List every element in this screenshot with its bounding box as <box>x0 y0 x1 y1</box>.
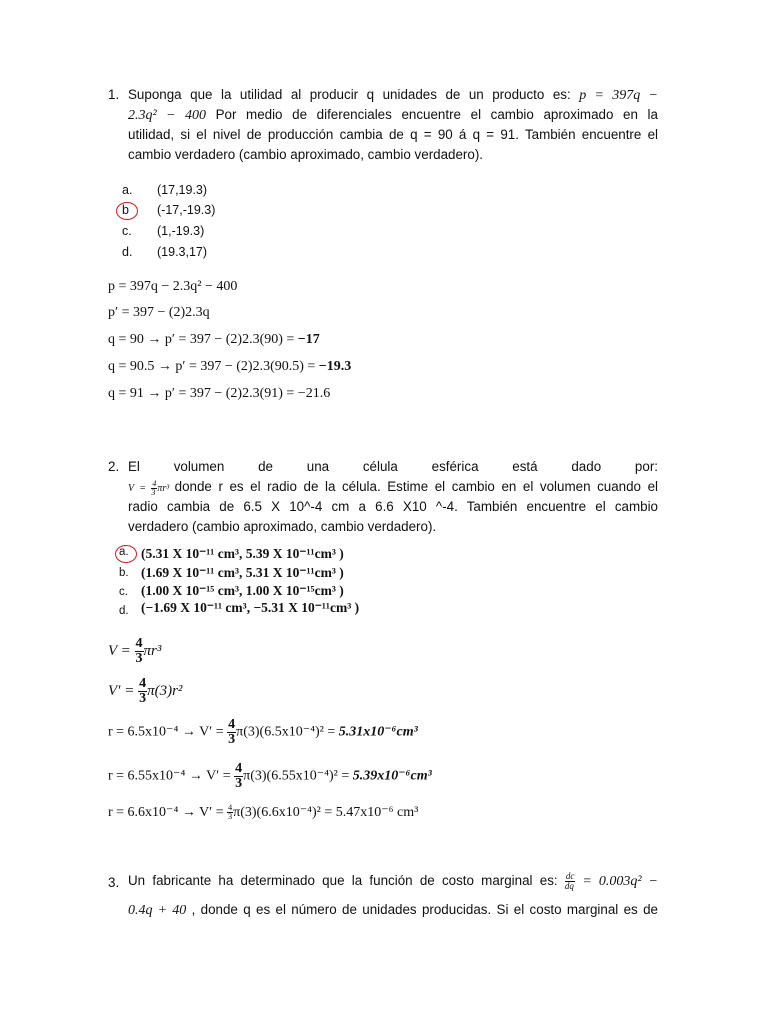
q2-solution-line-4: r = 6.55x10⁻⁴ → V′ = $\frac{4}{3}$ π(3)(6.55x10⁻⁴)² = 5.39x10⁻⁶cm³ <box>108 761 432 791</box>
question-3-number: 3. <box>108 875 120 890</box>
q2-solution-line-1: V = $\frac{4}{3}$ πr³ <box>108 636 162 666</box>
q1-solution-line-5: q = 91 → p′ = 397 − (2)2.3(91) = −21.6 <box>108 386 331 401</box>
q2-option-b-letter: b. <box>119 567 129 579</box>
question-1-text: Suponga que la utilidad al producir q unidades de un producto es: <box>128 87 571 102</box>
question-2-line-2 <box>128 477 658 499</box>
q2-option-d-letter: d. <box>119 605 129 617</box>
q1-solution-line-3: q = 90 → p′ = 397 − (2)2.3(90) = −17 <box>108 332 320 347</box>
q2-option-a-letter: a. <box>119 546 129 558</box>
q1-option-c-text: (1,-19.3) <box>157 224 205 238</box>
question-2-text-2: donde r es el radio de la célula. Estime el cambio en el volumen cuando el <box>174 479 658 494</box>
question-3-line-2 <box>128 900 658 921</box>
q1-option-c-letter: c. <box>122 224 132 238</box>
q1-option-b-text: (-17,-19.3) <box>157 203 216 217</box>
volume-formula-inline: V = $\frac{4}{3}$ πr³ <box>128 479 170 498</box>
question-2-number: 2. <box>108 459 120 474</box>
question-3-line-1 <box>128 871 658 892</box>
q2-option-c-letter: c. <box>119 586 128 598</box>
question-1-text-2: Por medio de diferenciales encuentre el cambio aproximado en la <box>215 107 658 122</box>
q2-option-a-text: (5.31 X 10⁻¹¹ cm³, 5.39 X 10⁻¹¹cm³ ) <box>141 546 344 561</box>
question-3-text: Un fabricante ha determinado que la función de costo marginal es: <box>128 873 558 888</box>
question-2-line-3: radio cambia de 6.5 X 10^-4 cm a 6.6 X10 ^-4. También encuentre el cambio <box>128 499 658 514</box>
q2-result-bold-2: 5.39x10⁻⁶cm³ <box>352 768 432 784</box>
question-1-line-2 <box>128 105 658 126</box>
q1-solution-line-1: p = 397q − 2.3q² − 400 <box>108 279 238 294</box>
q1-option-d-text: (19.3,17) <box>157 245 208 259</box>
q1-result-bold-1: −17 <box>297 332 320 347</box>
question-1-line-1 <box>128 85 658 106</box>
question-1-number: 1. <box>108 87 120 102</box>
question-1-formula: p = 397q − <box>579 88 658 103</box>
q1-option-b-letter: b <box>122 203 129 217</box>
q2-solution-line-2: V′ = $\frac{4}{3}$ π(3)r² <box>108 676 183 706</box>
q1-option-a-letter: a. <box>122 183 133 197</box>
question-3-text-2: , donde q es el número de unidades producidas. Si el costo marginal es de <box>191 902 658 917</box>
question-1-line-4: cambio verdadero (cambio aproximado, cambio verdadero). <box>128 147 484 162</box>
q2-solution-line-3: r = 6.5x10⁻⁴ → V′ = $\frac{4}{3}$ π(3)(6.5x10⁻⁴)² = 5.31x10⁻⁶cm³ <box>108 717 418 747</box>
q1-option-a-text: (17,19.3) <box>157 183 208 197</box>
q1-option-d-letter: d. <box>122 245 133 259</box>
q2-option-d-text: (−1.69 X 10⁻¹¹ cm³, −5.31 X 10⁻¹¹cm³ ) <box>141 600 360 615</box>
q2-option-c-text: (1.00 X 10⁻¹⁵ cm³, 1.00 X 10⁻¹⁵cm³ ) <box>141 583 344 598</box>
q1-solution-line-2: p′ = 397 − (2)2.3q <box>108 305 210 320</box>
question-3-formula-cont: 0.4q + 40 <box>128 903 187 918</box>
q2-result-bold-1: 5.31x10⁻⁶cm³ <box>338 724 418 740</box>
q2-option-b-text: (1.69 X 10⁻¹¹ cm³, 5.31 X 10⁻¹¹cm³ ) <box>141 565 344 580</box>
question-1-formula-cont: 2.3q² − 400 <box>128 108 206 123</box>
q1-result-bold-2: −19.3 <box>318 359 352 374</box>
question-2-line-1: El volumen de una célula esférica está dado por: <box>128 459 658 474</box>
marginal-cost-formula: $\frac{dc}{dq}$ = 0.003q² − <box>564 871 658 892</box>
question-2-line-4: verdadero (cambio aproximado, cambio verdadero). <box>128 519 437 534</box>
q2-solution-line-5: r = 6.6x10⁻⁴ → V′ = $\frac{4}{3}$ π(3)(6.6x10⁻⁴)² = 5.47x10⁻⁶ cm³ <box>108 803 419 822</box>
question-1-line-3: utilidad, si el nivel de producción cambia de q = 90 á q = 91. También encuentre el <box>128 127 658 142</box>
q1-solution-line-4: q = 90.5 → p′ = 397 − (2)2.3(90.5) = −19.3 <box>108 359 352 374</box>
